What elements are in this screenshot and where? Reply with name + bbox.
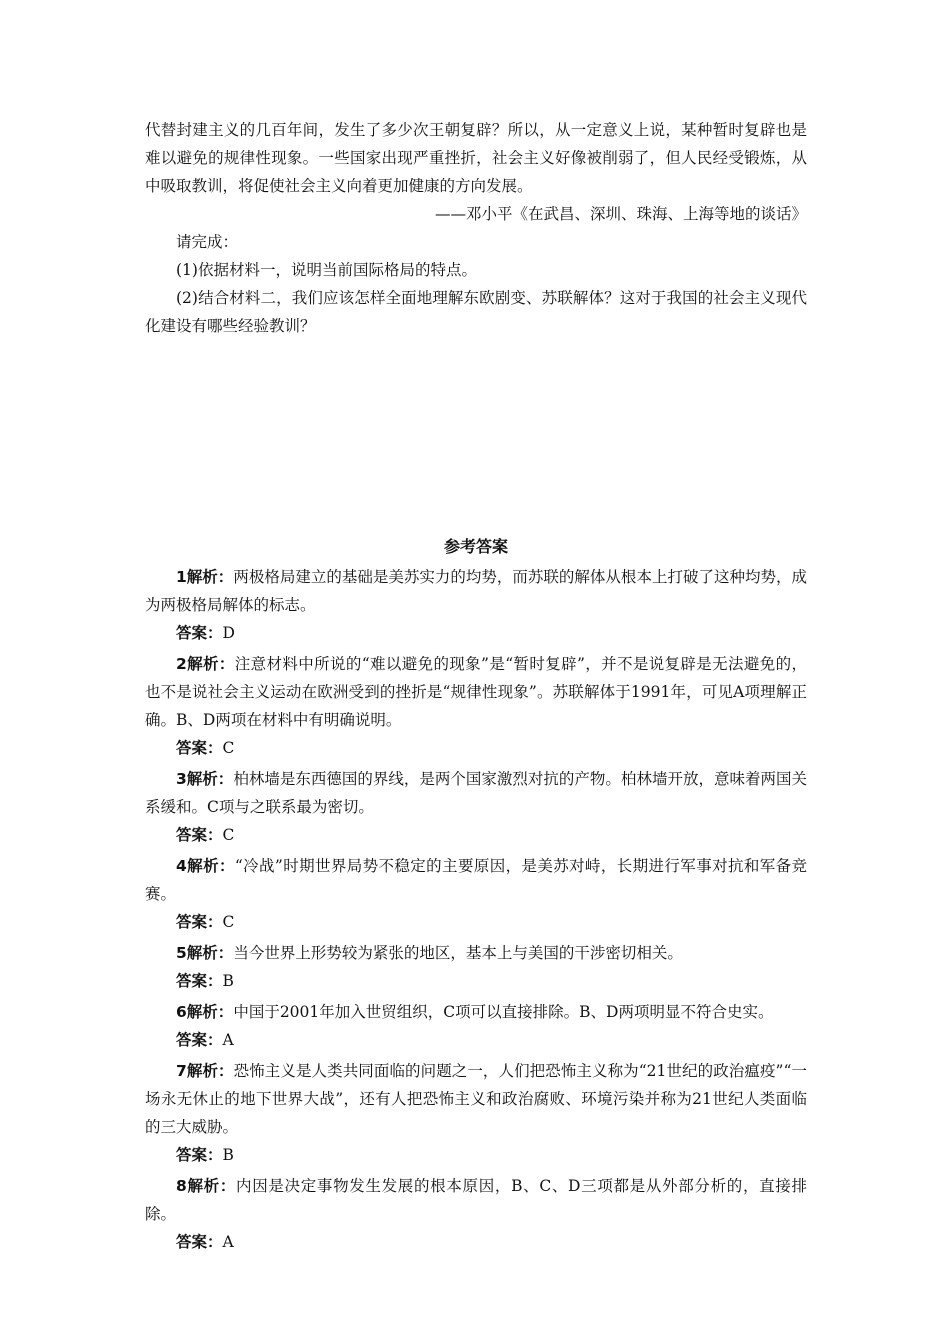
analysis-text: 柏林墙是东西德国的界线，是两个国家激烈对抗的产物。柏林墙开放，意味着两国关系缓和。C项与之联系最为密切。 — [145, 770, 807, 816]
document-page — [145, 116, 807, 1259]
analysis-label: 解析： — [186, 1177, 237, 1195]
analysis-label: 解析： — [186, 1003, 234, 1021]
answer-value: A — [222, 1031, 234, 1049]
analysis-text: 内因是决定事物发生发展的根本原因，B、C、D三项都是从外部分析的，直接排除。 — [145, 1177, 807, 1223]
answer-item — [145, 998, 807, 1054]
analysis-label: 解析： — [186, 770, 234, 788]
analysis-text: “冷战”时期世界局势不稳定的主要原因，是美苏对峙，长期进行军事对抗和军备竞赛。 — [145, 857, 807, 903]
analysis-text: 恐怖主义是人类共同面临的问题之一，人们把恐怖主义称为“21世纪的政治瘟疫”“一场永无休止的地下世界大战”，还有人把恐怖主义和政治腐败、环境污染并称为21世纪人类面临的三大威胁。 — [145, 1062, 807, 1136]
question-prompt: 请完成： — [176, 233, 239, 251]
answer-label: 答案： — [176, 972, 223, 990]
analysis-text: 注意材料中所说的“难以避免的现象”是“暂时复辟”，并不是说复辟是无法避免的，也不是说社会主义运动在欧洲受到的挫折是“规律性现象”。苏联解体于1991年，可见A项理解正确。B、D两项在材料中有明确说明。 — [145, 655, 807, 729]
answer-label: 答案： — [176, 739, 223, 757]
answers-title: 参考答案 — [443, 537, 508, 556]
analysis-label: 解析： — [186, 568, 234, 586]
answer-item — [145, 1057, 807, 1169]
answer-label: 答案： — [176, 1031, 223, 1049]
answer-value: A — [222, 1233, 234, 1251]
material-paragraph: 代替封建主义的几百年间，发生了多少次王朝复辟？所以，从一定意义上说，某种暂时复辟也是难以避免的规律性现象。一些国家出现严重挫折，社会主义好像被削弱了，但人民经受锻炼，从中吸取教训，将促使社会主义向着更加健康的方向发展。 — [145, 121, 807, 195]
item-number: 7 — [176, 1062, 187, 1080]
answer-item — [145, 563, 807, 647]
answer-item — [145, 650, 807, 762]
material-source: ——邓小平《在武昌、深圳、珠海、上海等地的谈话》 — [434, 205, 807, 223]
answer-list — [145, 563, 807, 1256]
analysis-text: 中国于2001年加入世贸组织，C项可以直接排除。B、D两项明显不符合史实。 — [233, 1003, 774, 1021]
answer-item — [145, 852, 807, 936]
answer-item — [145, 765, 807, 849]
answer-item — [145, 1172, 807, 1256]
answer-label: 答案： — [176, 624, 223, 642]
analysis-text: 当今世界上形势较为紧张的地区，基本上与美国的干涉密切相关。 — [233, 944, 683, 962]
item-number: 1 — [176, 568, 187, 586]
answer-value: C — [222, 913, 235, 931]
analysis-text: 两极格局建立的基础是美苏实力的均势，而苏联的解体从根本上打破了这种均势，成为两极格局解体的标志。 — [145, 568, 807, 614]
answer-item — [145, 939, 807, 995]
blank-space — [145, 340, 807, 533]
answer-label: 答案： — [176, 1233, 223, 1251]
answer-label: 答案： — [176, 826, 223, 844]
answer-label: 答案： — [176, 913, 223, 931]
item-number: 5 — [176, 944, 187, 962]
answer-value: D — [222, 624, 235, 642]
analysis-label: 解析： — [186, 857, 235, 875]
answer-value: C — [222, 826, 235, 844]
answer-value: B — [222, 972, 234, 990]
question-item: (2)结合材料二，我们应该怎样全面地理解东欧剧变、苏联解体？这对于我国的社会主义现代化建设有哪些经验教训？ — [145, 289, 807, 335]
analysis-label: 解析： — [186, 655, 235, 673]
question-item: (1)依据材料一，说明当前国际格局的特点。 — [176, 261, 477, 279]
analysis-label: 解析： — [186, 944, 234, 962]
analysis-label: 解析： — [186, 1062, 234, 1080]
answer-value: C — [222, 739, 235, 757]
item-number: 3 — [176, 770, 187, 788]
answer-label: 答案： — [176, 1146, 223, 1164]
item-number: 4 — [176, 857, 187, 875]
item-number: 8 — [176, 1177, 187, 1195]
answer-value: B — [222, 1146, 234, 1164]
item-number: 2 — [176, 655, 187, 673]
item-number: 6 — [176, 1003, 187, 1021]
